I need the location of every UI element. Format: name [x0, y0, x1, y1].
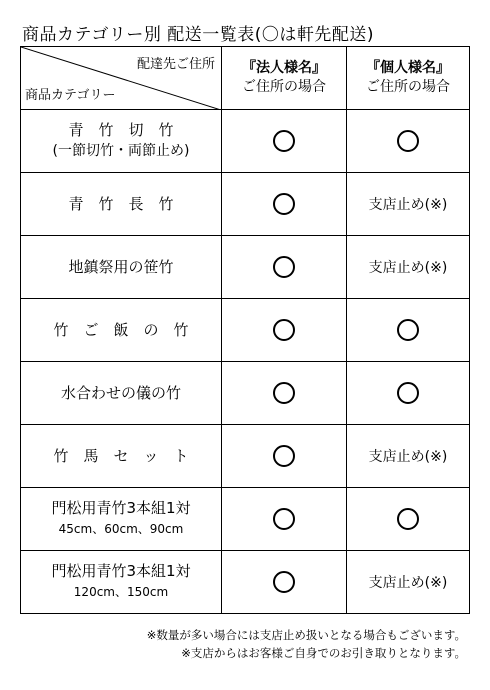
branch-pickup-label: 支店止め(※) — [368, 449, 448, 465]
circle-icon — [397, 130, 419, 152]
table-row — [21, 425, 470, 488]
product-category-cell — [21, 425, 222, 488]
category-label: 商品カテゴリー — [25, 88, 116, 103]
table-row — [21, 551, 470, 614]
product-name: 竹 ご 飯 の 竹 — [53, 320, 189, 339]
circle-icon — [397, 382, 419, 404]
product-category-cell — [21, 236, 222, 299]
table-row — [21, 488, 470, 551]
branch-pickup-label: 支店止め(※) — [368, 575, 448, 591]
corporate-delivery-cell — [222, 299, 347, 362]
shipping-table — [20, 46, 470, 614]
individual-delivery-cell — [347, 551, 470, 614]
product-name: 青 竹 長 竹 — [68, 194, 174, 213]
individual-delivery-cell — [347, 236, 470, 299]
product-category-cell — [21, 173, 222, 236]
table-header-row — [21, 47, 470, 110]
page-title: 商品カテゴリー別 配送一覧表(〇は軒先配送) — [22, 25, 374, 45]
corporate-delivery-cell — [222, 488, 347, 551]
destination-label: 配達先ご住所 — [136, 57, 215, 72]
product-subtitle: 120cm、150cm — [73, 585, 169, 599]
corporate-delivery-cell — [222, 362, 347, 425]
product-name: 竹 馬 セ ッ ト — [53, 446, 189, 465]
circle-icon — [273, 319, 295, 341]
corporate-delivery-cell — [222, 173, 347, 236]
product-category-cell — [21, 362, 222, 425]
table-row — [21, 173, 470, 236]
corporate-sub: ご住所の場合 — [242, 79, 326, 95]
individual-delivery-cell — [347, 299, 470, 362]
circle-icon — [273, 256, 295, 278]
corporate-delivery-cell — [222, 551, 347, 614]
table-row — [21, 236, 470, 299]
product-category-cell — [21, 551, 222, 614]
individual-name: 『個人様名』 — [366, 60, 450, 76]
circle-icon — [397, 508, 419, 530]
table-body — [21, 110, 470, 614]
product-category-cell — [21, 110, 222, 173]
table-row — [21, 362, 470, 425]
corporate-delivery-cell — [222, 236, 347, 299]
table-row — [21, 110, 470, 173]
individual-delivery-cell — [347, 425, 470, 488]
branch-pickup-label: 支店止め(※) — [368, 260, 448, 276]
product-subtitle: (一節切竹・両節止め) — [52, 143, 190, 159]
individual-delivery-cell — [347, 488, 470, 551]
branch-pickup-label: 支店止め(※) — [368, 197, 448, 213]
circle-icon — [273, 193, 295, 215]
circle-icon — [273, 445, 295, 467]
footnote: ※支店からはお客様ご自身でのお引き取りとなります。 — [181, 646, 466, 660]
table-row — [21, 299, 470, 362]
corporate-delivery-cell — [222, 425, 347, 488]
footnotes — [147, 626, 466, 662]
product-name: 青 竹 切 竹 — [68, 121, 174, 139]
product-name: 地鎮祭用の笹竹 — [68, 257, 174, 276]
product-subtitle: 45cm、60cm、90cm — [58, 522, 184, 536]
individual-delivery-cell — [347, 110, 470, 173]
diagonal-header-cell — [21, 47, 222, 110]
corporate-delivery-cell — [222, 110, 347, 173]
circle-icon — [273, 571, 295, 593]
individual-column-header — [347, 47, 470, 110]
product-category-cell — [21, 299, 222, 362]
circle-icon — [397, 319, 419, 341]
corporate-column-header — [222, 47, 347, 110]
circle-icon — [273, 130, 295, 152]
individual-sub: ご住所の場合 — [366, 79, 450, 95]
product-name: 門松用青竹3本組1対 — [51, 499, 191, 517]
individual-delivery-cell — [347, 362, 470, 425]
product-name: 水合わせの儀の竹 — [60, 383, 181, 402]
footnote: ※数量が多い場合には支店止め扱いとなる場合もございます。 — [146, 628, 466, 642]
product-category-cell — [21, 488, 222, 551]
individual-delivery-cell — [347, 173, 470, 236]
circle-icon — [273, 382, 295, 404]
product-name: 門松用青竹3本組1対 — [51, 562, 191, 580]
corporate-name: 『法人様名』 — [242, 60, 326, 76]
circle-icon — [273, 508, 295, 530]
